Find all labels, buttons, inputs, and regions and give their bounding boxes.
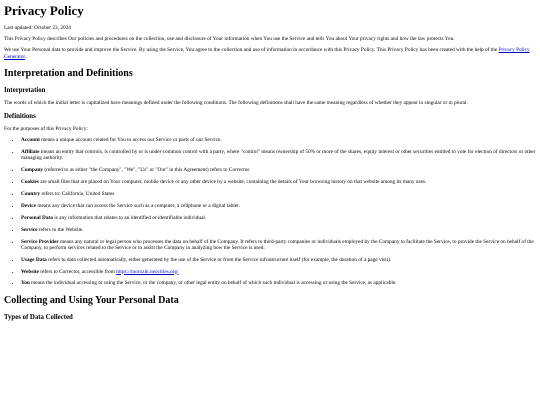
- definition-item: [21, 215, 536, 221]
- definition-term: Usage Data: [21, 256, 47, 263]
- definition-term: Country: [21, 190, 41, 197]
- definition-term: Account: [21, 137, 40, 144]
- definition-item: [21, 280, 536, 286]
- definition-item: [21, 167, 536, 173]
- definition-text: means the individual accessing or using the Service, or the company, or other legal entity on behalf of which such individual is accessing or using the Service, as applicable.: [29, 280, 397, 287]
- definition-item: [21, 179, 536, 185]
- definition-term: Affiliate: [21, 149, 40, 156]
- definition-text: (referred to as either "the Company", "We", "Us" or "Our" in this Agreement) refers to Corrector.: [43, 167, 251, 174]
- definition-term: Cookies: [21, 179, 39, 186]
- definition-text: refers to the Website.: [37, 226, 84, 233]
- section-heading-interpretation-definitions: Interpretation and Definitions: [4, 67, 133, 79]
- definition-item: [21, 239, 536, 251]
- subheading-interpretation: Interpretation: [4, 86, 46, 94]
- intro-paragraph-2-text: We use Your Personal data to provide and improve the Service. By using the Service, You agree to the collection and use of information in accordance with this Privacy Policy. This Privacy Policy has been created with the help of the: [4, 47, 499, 54]
- interpretation-text: The words of which the initial letter is capitalized have meanings defined under the following conditions. The following definitions shall have the same meaning regardless of whether they appear in singular or in plural.: [4, 99, 468, 106]
- definition-item: [21, 149, 536, 161]
- definition-item: [21, 191, 536, 197]
- definition-term: Personal Data: [21, 214, 53, 221]
- definition-text: refers to data collected automatically, either generated by the use of the Service or from the Service infrastructure itself (for example, the duration of a page visit).: [46, 256, 392, 263]
- definition-term: You: [21, 280, 30, 287]
- definition-text: refers to: California, United States: [40, 190, 115, 197]
- definition-text: is any information that relates to an identified or identifiable individual.: [52, 214, 207, 221]
- intro-paragraph-1: This Privacy Policy describes Our policies and procedures on the collection, use and disclosure of Your information when You use the Service and tells You about Your privacy rights and how the law protects You.: [4, 36, 455, 43]
- subheading-definitions: Definitions: [4, 113, 36, 121]
- page-title: Privacy Policy: [4, 3, 84, 18]
- section-heading-collecting: Collecting and Using Your Personal Data: [4, 294, 179, 306]
- definition-text: means an entity that controls, is controlled by or is under common control with a party, where "control" means ownership of 50% or more of the shares, equity interest or other securities entitled to vote for election of directors or other managing authority.: [21, 149, 536, 162]
- subheading-types-of-data: Types of Data Collected: [4, 313, 73, 321]
- definition-text: means a unique account created for You to access our Service or parts of our Service.: [39, 137, 222, 144]
- definition-item: [21, 137, 536, 143]
- last-updated: Last updated: October 23, 2024: [4, 25, 71, 31]
- definitions-intro: For the purposes of this Privacy Policy:: [4, 126, 88, 133]
- definition-text: are small files that are placed on Your computer, mobile device or any other device by a website, containing the details of Your browsing history on that website among its many uses.: [38, 179, 427, 186]
- website-url-link[interactable]: https://morozik.neocities.org/: [116, 268, 179, 275]
- definition-item: [21, 227, 536, 233]
- definition-item: [21, 203, 536, 209]
- definition-item: [21, 269, 536, 275]
- definitions-list: [4, 137, 536, 286]
- intro-paragraph-2: [4, 47, 536, 59]
- definition-term: Service Provider: [21, 238, 59, 245]
- definition-term: Company: [21, 167, 44, 174]
- definition-term: Website: [21, 268, 39, 275]
- definition-text: refers to Corrector, accessible from: [38, 268, 117, 275]
- definition-text: means any natural or legal person who processes the data on behalf of the Company. It refers to third-party companies or individuals employed by the Company to facilitate the Service, to provide the Service on behalf of the Company, to perform services related to the Service or to assist the Company in analyzing how the Service is used.: [21, 238, 534, 251]
- privacy-policy-generator-link[interactable]: Privacy Policy Generator: [4, 47, 530, 60]
- definition-text: means any device that can access the Service such as a computer, a cellphone or a digital tablet.: [36, 202, 240, 209]
- intro-paragraph-2-end: .: [24, 53, 27, 60]
- definition-term: Device: [21, 202, 36, 209]
- definition-item: [21, 257, 536, 263]
- definition-term: Service: [21, 226, 38, 233]
